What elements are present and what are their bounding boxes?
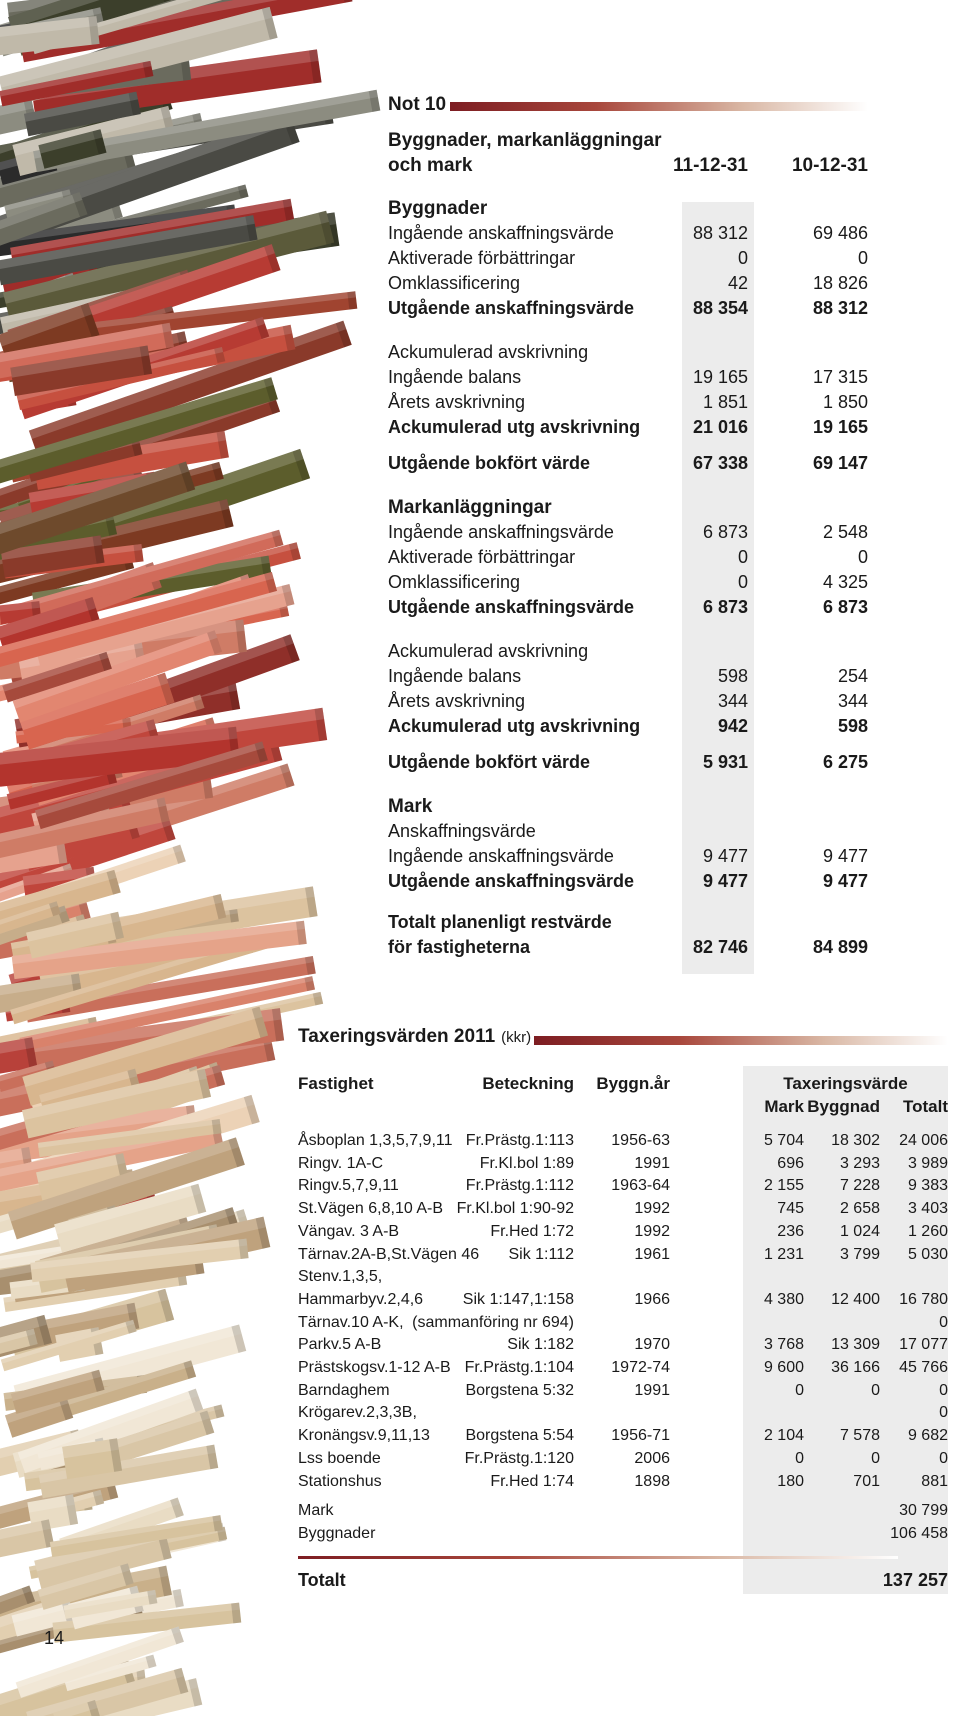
value-2010: 598 bbox=[837, 716, 868, 736]
cell-byggnar: 1970 bbox=[634, 1336, 670, 1354]
cell-totalt: 17 077 bbox=[899, 1336, 948, 1354]
note-row bbox=[388, 597, 868, 621]
table-row bbox=[298, 1382, 948, 1404]
value-2010: 6 873 bbox=[822, 597, 868, 617]
cell-totalt: 9 383 bbox=[907, 1177, 948, 1195]
row-label: Utgående anskaffningsvärde bbox=[388, 298, 635, 318]
cell-beteckning: Fr.Prästg.1:112 bbox=[465, 1177, 574, 1195]
value-2010: 254 bbox=[837, 666, 868, 686]
cell-byggnad: 0 bbox=[871, 1449, 880, 1467]
cell-byggnad: 701 bbox=[853, 1472, 880, 1490]
cell-byggnar: 1991 bbox=[634, 1381, 670, 1399]
cell-beteckning: Fr.Hed 1:72 bbox=[490, 1222, 574, 1240]
cell-fastighet: Stenv.1,3,5, bbox=[298, 1268, 383, 1286]
note-heading-line1: Byggnader, markanläggningar bbox=[388, 130, 662, 151]
cell-totalt: 24 006 bbox=[899, 1132, 948, 1149]
note-row bbox=[388, 716, 868, 740]
row-label: Utgående bokfört värde bbox=[388, 453, 591, 473]
cell-byggnar: 1961 bbox=[634, 1245, 670, 1263]
note-row bbox=[388, 547, 868, 571]
value-2010: 344 bbox=[837, 691, 868, 711]
cell-fastighet: St.Vägen 6,8,10 A-B bbox=[298, 1200, 443, 1218]
cell-mark: 9 600 bbox=[763, 1359, 804, 1376]
cell-totalt: 0 bbox=[939, 1381, 948, 1399]
cell-mark: 0 bbox=[795, 1449, 804, 1467]
cell-mark: 1 231 bbox=[763, 1245, 804, 1263]
cell-beteckning: Sik 1:147,1:158 bbox=[462, 1290, 574, 1308]
cell-totalt: 0 bbox=[939, 1313, 948, 1331]
summary-label: Byggnader bbox=[298, 1525, 376, 1542]
value-2010: 1 850 bbox=[822, 392, 868, 412]
summary-value: 106 458 bbox=[890, 1525, 948, 1542]
cell-mark: 180 bbox=[777, 1472, 804, 1490]
note-row bbox=[388, 641, 868, 665]
row-label: Ingående anskaffningsvärde bbox=[388, 846, 614, 866]
tax-title bbox=[298, 1026, 531, 1048]
header-totalt: Totalt bbox=[902, 1097, 948, 1116]
table-row bbox=[298, 1200, 948, 1222]
value-2011: 19 165 bbox=[692, 367, 748, 387]
table-row bbox=[298, 1291, 948, 1313]
note-row bbox=[388, 223, 868, 247]
table-row bbox=[298, 1359, 948, 1381]
column-header-2010: 10-12-31 bbox=[791, 155, 868, 176]
cell-byggnad: 18 302 bbox=[831, 1132, 880, 1149]
row-label: Byggnader bbox=[388, 198, 488, 219]
value-2011: 6 873 bbox=[702, 522, 748, 542]
note-row bbox=[388, 522, 868, 546]
note-row bbox=[388, 572, 868, 596]
note-row bbox=[388, 752, 868, 776]
cell-fastighet: Åsboplan 1,3,5,7,9,11 bbox=[298, 1132, 453, 1149]
header-mark: Mark bbox=[764, 1097, 804, 1116]
value-2010: 69 486 bbox=[812, 223, 868, 243]
value-2010: 6 275 bbox=[822, 752, 868, 772]
value-2011: 344 bbox=[717, 691, 748, 711]
value-2011: 21 016 bbox=[692, 417, 748, 437]
cell-fastighet: Kronängsv.9,11,13 bbox=[298, 1427, 430, 1445]
tax-title-rule bbox=[534, 1036, 948, 1045]
row-label: Ingående balans bbox=[388, 367, 522, 387]
cell-totalt: 5 030 bbox=[907, 1245, 948, 1263]
cell-fastighet: Ringv. 1A-C bbox=[298, 1154, 384, 1172]
note-row bbox=[388, 796, 868, 820]
value-2011: 67 338 bbox=[692, 453, 748, 473]
cell-totalt: 3 403 bbox=[907, 1200, 948, 1218]
note-row bbox=[388, 248, 868, 272]
note-title-rule bbox=[450, 102, 868, 111]
header-taxeringsvarde: Taxeringsvärde bbox=[783, 1074, 908, 1093]
header-fastighet: Fastighet bbox=[298, 1074, 374, 1093]
value-2011: 942 bbox=[717, 716, 748, 736]
cell-mark: 2 104 bbox=[763, 1427, 804, 1445]
note-row bbox=[388, 342, 868, 366]
row-label: Ackumulerad utg avskrivning bbox=[388, 716, 641, 736]
value-2010: 0 bbox=[857, 547, 868, 567]
cell-fastighet: Ringv.5,7,9,11 bbox=[298, 1177, 399, 1195]
header-byggnar: Byggn.år bbox=[596, 1074, 670, 1093]
cell-totalt: 881 bbox=[921, 1472, 948, 1490]
cell-byggnad: 7 228 bbox=[839, 1177, 880, 1195]
tax-title-text: Taxeringsvärden 2011 bbox=[298, 1026, 496, 1047]
note-row bbox=[388, 273, 868, 297]
table-row bbox=[298, 1268, 948, 1290]
value-2011: 598 bbox=[717, 666, 748, 686]
value-2011: 42 bbox=[727, 273, 748, 293]
row-label: Markanläggningar bbox=[388, 497, 552, 518]
cell-beteckning: Fr.Prästg.1:113 bbox=[465, 1132, 574, 1149]
value-2011: 0 bbox=[737, 572, 748, 592]
cell-totalt: 3 989 bbox=[907, 1154, 948, 1172]
note-row bbox=[388, 497, 868, 521]
cell-byggnad: 12 400 bbox=[831, 1290, 880, 1308]
cell-fastighet: Vängav. 3 A-B bbox=[298, 1222, 400, 1240]
row-label: Årets avskrivning bbox=[388, 392, 526, 412]
row-label: Ackumulerad avskrivning bbox=[388, 641, 589, 661]
cell-byggnar: 1963-64 bbox=[611, 1177, 670, 1195]
note-row bbox=[388, 846, 868, 870]
table-row bbox=[298, 1404, 948, 1426]
cell-mark: 3 768 bbox=[763, 1336, 804, 1354]
value-2010: 84 899 bbox=[812, 937, 868, 957]
value-2010: 0 bbox=[857, 248, 868, 268]
table-row bbox=[298, 1450, 948, 1472]
cell-byggnar: 1956-63 bbox=[611, 1132, 670, 1149]
cell-beteckning: Fr.Prästg.1:120 bbox=[464, 1449, 574, 1467]
note-row bbox=[388, 198, 868, 222]
value-2010: 17 315 bbox=[812, 367, 868, 387]
value-2010: 88 312 bbox=[812, 298, 868, 318]
cell-totalt: 1 260 bbox=[907, 1222, 948, 1240]
row-label: Aktiverade förbättringar bbox=[388, 547, 576, 567]
note-row bbox=[388, 392, 868, 416]
taxeringsvarden-table bbox=[298, 1026, 948, 1596]
row-label: Ackumulerad utg avskrivning bbox=[388, 417, 641, 437]
row-label: Årets avskrivning bbox=[388, 691, 526, 711]
cell-totalt: 0 bbox=[939, 1404, 948, 1422]
value-2011: 1 851 bbox=[702, 392, 748, 412]
cell-byggnad: 7 578 bbox=[839, 1427, 880, 1445]
cell-byggnar: 1992 bbox=[634, 1222, 670, 1240]
note-title: Not 10 bbox=[388, 94, 447, 115]
value-2010: 2 548 bbox=[822, 522, 868, 542]
cell-fastighet: Hammarbyv.2,4,6 bbox=[298, 1290, 424, 1308]
table-row bbox=[298, 1223, 948, 1245]
column-header-2011: 11-12-31 bbox=[672, 155, 748, 176]
cell-byggnar: 1966 bbox=[634, 1290, 670, 1308]
cell-beteckning: Borgstena 5:54 bbox=[465, 1427, 574, 1445]
row-label: Totalt planenligt restvärde bbox=[388, 912, 612, 932]
cell-totalt: 0 bbox=[939, 1449, 948, 1467]
table-row bbox=[298, 1314, 948, 1336]
cell-byggnad: 13 309 bbox=[831, 1336, 880, 1354]
cell-byggnad: 3 799 bbox=[839, 1245, 880, 1263]
cell-totalt: 9 682 bbox=[907, 1427, 948, 1445]
cell-byggnar: 1972-74 bbox=[611, 1359, 670, 1376]
cell-beteckning: Borgstena 5:32 bbox=[465, 1381, 574, 1399]
row-label: Omklassificering bbox=[388, 572, 521, 592]
note-heading-line2: och mark bbox=[388, 155, 473, 176]
cell-totalt: 45 766 bbox=[899, 1359, 948, 1376]
cell-fastighet: Krögarev.2,3,3B, bbox=[298, 1404, 417, 1422]
value-2011: 9 477 bbox=[702, 871, 748, 891]
value-2010: 9 477 bbox=[822, 846, 868, 866]
value-2011: 0 bbox=[737, 248, 748, 268]
cell-fastighet: Lss boende bbox=[298, 1449, 381, 1467]
cell-beteckning: Fr.Hed 1:74 bbox=[490, 1472, 574, 1490]
value-2011: 9 477 bbox=[702, 846, 748, 866]
note-row bbox=[388, 367, 868, 391]
value-2011: 82 746 bbox=[692, 937, 748, 957]
total-value: 137 257 bbox=[882, 1570, 948, 1590]
table-row bbox=[298, 1177, 948, 1199]
summary-value: 30 799 bbox=[899, 1502, 948, 1519]
cell-fastighet: Tärnav.10 A-K, bbox=[298, 1313, 404, 1331]
cell-mark: 0 bbox=[795, 1381, 804, 1399]
cell-mark: 2 155 bbox=[763, 1177, 804, 1195]
table-row bbox=[298, 1246, 948, 1268]
cell-beteckning: Fr.Prästg.1:104 bbox=[464, 1359, 574, 1376]
table-row bbox=[298, 1427, 948, 1449]
note-row bbox=[388, 937, 868, 961]
total-rule bbox=[298, 1556, 898, 1559]
page-number: 14 bbox=[44, 1628, 65, 1648]
value-2011: 6 873 bbox=[702, 597, 748, 617]
cell-mark: 4 380 bbox=[763, 1290, 804, 1308]
cell-mark: 5 704 bbox=[763, 1132, 804, 1149]
cell-totalt: 16 780 bbox=[899, 1290, 948, 1308]
summary-row bbox=[298, 1525, 948, 1547]
note-row bbox=[388, 417, 868, 441]
note-row bbox=[388, 453, 868, 477]
cell-byggnar: 1992 bbox=[634, 1200, 670, 1218]
value-2010: 4 325 bbox=[822, 572, 868, 592]
cell-byggnad: 2 658 bbox=[839, 1200, 880, 1218]
value-2010: 18 826 bbox=[812, 273, 868, 293]
cell-byggnad: 36 166 bbox=[831, 1359, 880, 1376]
value-2011: 88 312 bbox=[692, 223, 748, 243]
cell-beteckning: Fr.Kl.bol 1:89 bbox=[479, 1154, 574, 1172]
cell-beteckning: (sammanföring nr 694) bbox=[412, 1313, 574, 1331]
cell-mark: 236 bbox=[777, 1222, 804, 1240]
row-label: Utgående bokfört värde bbox=[388, 752, 591, 772]
cell-fastighet: Tärnav.2A-B,St.Vägen 46 bbox=[298, 1245, 480, 1263]
cell-beteckning: Sik 1:182 bbox=[507, 1336, 574, 1354]
row-label: Ingående balans bbox=[388, 666, 522, 686]
row-label: Omklassificering bbox=[388, 273, 521, 293]
cell-byggnad: 0 bbox=[871, 1381, 880, 1399]
note-row bbox=[388, 871, 868, 895]
value-2010: 9 477 bbox=[822, 871, 868, 891]
cell-byggnar: 1956-71 bbox=[611, 1427, 670, 1445]
cell-beteckning: Sik 1:112 bbox=[508, 1245, 574, 1263]
cell-byggnar: 2006 bbox=[634, 1449, 670, 1467]
header-beteckning: Beteckning bbox=[482, 1074, 574, 1093]
cell-fastighet: Prästskogsv.1-12 A-B bbox=[298, 1359, 451, 1376]
note-row bbox=[388, 691, 868, 715]
cell-byggnar: 1991 bbox=[634, 1154, 670, 1172]
value-2010: 19 165 bbox=[812, 417, 868, 437]
total-label: Totalt bbox=[298, 1570, 346, 1590]
header-byggnad: Byggnad bbox=[807, 1097, 880, 1116]
table-row bbox=[298, 1473, 948, 1495]
note-row bbox=[388, 821, 868, 845]
row-label: Ackumulerad avskrivning bbox=[388, 342, 589, 362]
table-row bbox=[298, 1155, 948, 1177]
row-label: Mark bbox=[388, 796, 433, 817]
summary-row bbox=[298, 1502, 948, 1524]
row-label: Utgående anskaffningsvärde bbox=[388, 597, 635, 617]
cell-mark: 696 bbox=[777, 1154, 804, 1172]
row-label: för fastigheterna bbox=[388, 937, 531, 957]
table-row bbox=[298, 1336, 948, 1358]
row-label: Anskaffningsvärde bbox=[388, 821, 536, 841]
cell-fastighet: Barndaghem bbox=[298, 1381, 390, 1399]
note-row bbox=[388, 298, 868, 322]
cell-byggnar: 1898 bbox=[634, 1472, 670, 1490]
note-row bbox=[388, 912, 868, 936]
value-2011: 5 931 bbox=[702, 752, 748, 772]
cell-byggnad: 3 293 bbox=[839, 1154, 880, 1172]
row-label: Ingående anskaffningsvärde bbox=[388, 223, 614, 243]
cell-fastighet: Stationshus bbox=[298, 1472, 382, 1490]
cell-fastighet: Parkv.5 A-B bbox=[298, 1336, 382, 1354]
table-row bbox=[298, 1132, 948, 1154]
value-2010: 69 147 bbox=[812, 453, 868, 473]
tax-unit: (kkr) bbox=[501, 1029, 532, 1046]
note-row bbox=[388, 666, 868, 690]
value-2011: 88 354 bbox=[692, 298, 748, 318]
summary-label: Mark bbox=[298, 1502, 334, 1519]
value-2011: 0 bbox=[737, 547, 748, 567]
cell-beteckning: Fr.Kl.bol 1:90-92 bbox=[456, 1200, 574, 1218]
row-label: Utgående anskaffningsvärde bbox=[388, 871, 635, 891]
row-label: Aktiverade förbättringar bbox=[388, 248, 576, 268]
row-label: Ingående anskaffningsvärde bbox=[388, 522, 614, 542]
cell-byggnad: 1 024 bbox=[839, 1222, 880, 1240]
cell-mark: 745 bbox=[777, 1200, 804, 1218]
